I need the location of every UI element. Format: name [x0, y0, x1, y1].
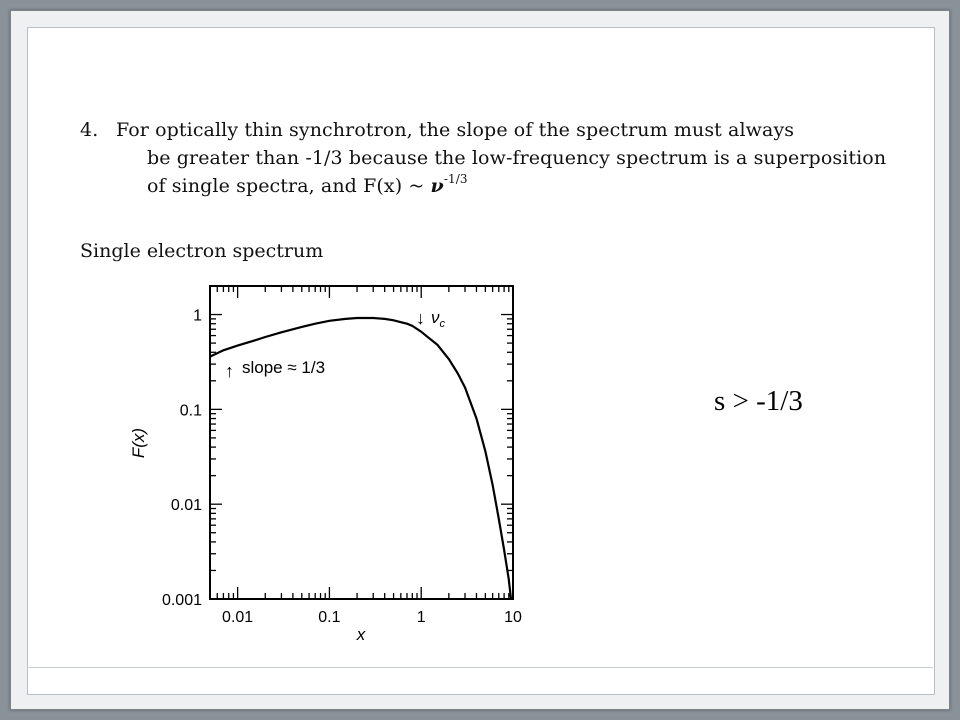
- para-line-3-text: of single spectra, and F(x) ~: [147, 175, 431, 197]
- spectrum-chart: [120, 276, 540, 656]
- para-line-1-text: For optically thin synchrotron, the slope of the spectrum must always: [116, 119, 795, 141]
- nu-c-annotation: [431, 308, 446, 330]
- y-axis-label: F(x): [129, 427, 148, 459]
- nu-c-symbol: ν: [431, 308, 440, 327]
- nu-c-subscript: c: [439, 318, 445, 330]
- item-number: 4.: [80, 119, 99, 141]
- x-tick-label: 0.01: [222, 609, 254, 626]
- para-line-1: [80, 116, 920, 144]
- major-ticks: [210, 286, 513, 599]
- x-tick-label: 10: [504, 609, 522, 626]
- item-paragraph: [80, 116, 920, 200]
- x-tick-label: 1: [416, 609, 426, 626]
- para-line-2: be greater than -1/3 because the low-frequency spectrum is a superposition: [147, 147, 887, 169]
- x-axis-label: x: [356, 625, 366, 644]
- plot-frame: [210, 286, 513, 599]
- slope-arrow-icon: ↑: [225, 361, 234, 381]
- y-tick-label: 1: [193, 307, 202, 325]
- y-tick-label: 0.001: [161, 592, 202, 609]
- subheading: Single electron spectrum: [80, 240, 324, 262]
- exponent: -1/3: [443, 172, 468, 186]
- nu-c-arrow-icon: ↓: [416, 308, 425, 328]
- slope-annotation: slope ≈ 1/3: [242, 358, 326, 377]
- x-tick-labels: [222, 609, 522, 626]
- nu-symbol: ν: [430, 175, 444, 197]
- y-tick-label: 0.01: [170, 497, 202, 515]
- x-tick-label: 0.1: [318, 609, 341, 626]
- slide-divider: [27, 667, 933, 668]
- y-tick-labels: [162, 308, 202, 609]
- y-tick-label: 0.1: [179, 402, 202, 420]
- slope-condition: s > -1/3: [714, 385, 803, 417]
- minor-ticks: [210, 286, 513, 599]
- para-line-3: [80, 172, 920, 200]
